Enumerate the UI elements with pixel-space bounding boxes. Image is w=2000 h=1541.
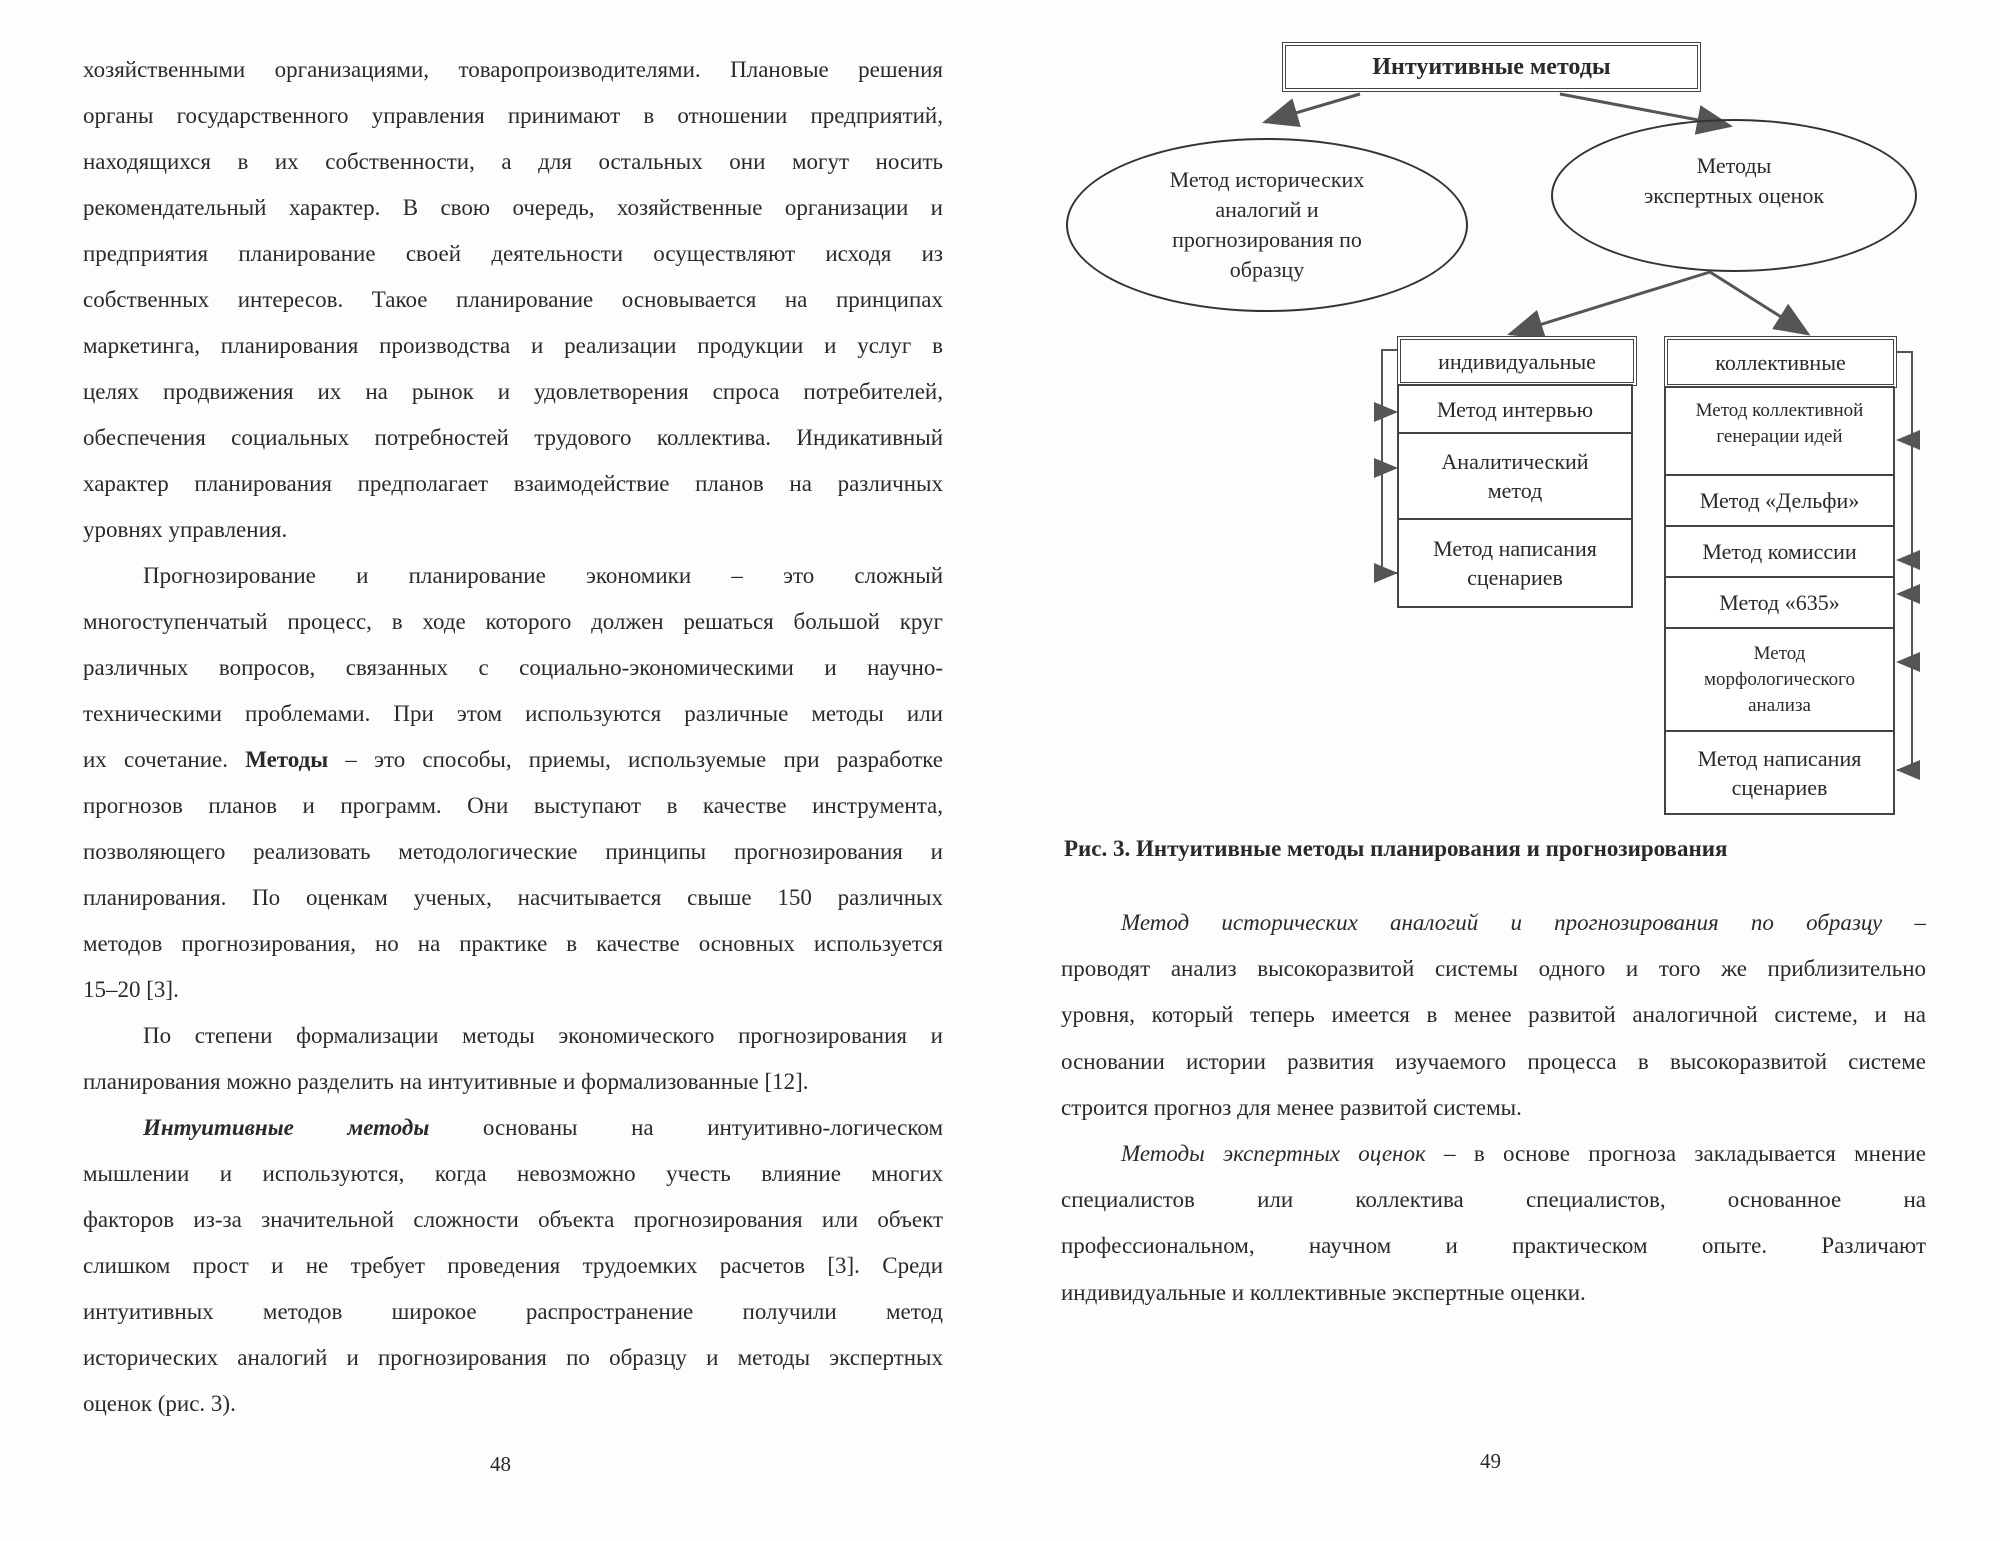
text-line: [1061, 1278, 1586, 1308]
text-line: [83, 147, 943, 177]
diagram-root: Интуитивные методы: [1282, 42, 1701, 92]
text-run: оценок (рис. 3).: [83, 1391, 236, 1416]
text-line: [83, 745, 943, 775]
text-run: органы государственного управления принимают в отношении предприятий,: [83, 103, 943, 128]
text-run: специалистов или коллектива специалистов, основанное на: [1061, 1187, 1926, 1213]
text-run: проводят анализ высокоразвитой системы одного и того же приблизительно: [1061, 956, 1926, 982]
text-run: маркетинга, планирования производства и реализации продукции и услуг в: [83, 333, 943, 358]
emphasized-term: Методы: [245, 747, 329, 772]
text-run: многоступенчатый процесс, в ходе которого должен решаться большой круг: [83, 609, 943, 634]
text-line: [83, 1389, 236, 1419]
text-line: [143, 1021, 943, 1051]
text-line: [83, 423, 943, 453]
text-run: индивидуальные и коллективные экспертные оценки.: [1061, 1279, 1586, 1305]
individual-header: индивидуальные: [1397, 336, 1637, 386]
collective-item: Метод комиссии: [1664, 525, 1895, 578]
text-line: [83, 285, 943, 315]
text-run: планирования можно разделить на интуитивные и формализованные [12].: [83, 1069, 809, 1094]
collective-item: Метод морфологического анализа: [1664, 627, 1895, 732]
text-run: их сочетание.: [83, 747, 246, 772]
text-line: [83, 1159, 943, 1189]
text-line: [83, 607, 943, 637]
text-line: [1061, 1185, 1926, 1215]
text-run: целях продвижения их на рынок и удовлетворения спроса потребителей,: [83, 379, 943, 404]
page-number: 48: [490, 1452, 511, 1476]
text-line: [1061, 1047, 1926, 1077]
individual-item: Аналитический метод: [1397, 432, 1633, 520]
text-run: характер планирования предполагает взаимодействие планов на различных: [83, 471, 943, 496]
text-line: [1121, 1139, 1926, 1169]
text-line: [83, 1067, 809, 1097]
text-run: уровнях управления.: [83, 517, 288, 542]
text-line: [83, 791, 943, 821]
text-line: [83, 929, 943, 959]
individual-item: Метод интервью: [1397, 384, 1633, 434]
text-run: находящихся в их собственности, а для остальных они могут носить: [83, 149, 943, 174]
text-run: основаны на интуитивно-логическом: [429, 1115, 943, 1140]
text-line: [1061, 954, 1926, 984]
text-line: [83, 331, 943, 361]
text-line: [83, 469, 943, 499]
text-line: [83, 55, 943, 85]
text-line: [83, 699, 943, 729]
text-run: обеспечения социальных потребностей трудового коллектива. Индикативный: [83, 425, 943, 450]
text-run: прогнозов планов и программ. Они выступают в качестве инструмента,: [83, 793, 943, 818]
text-line: [83, 193, 943, 223]
text-run: различных вопросов, связанных с социально-экономическими и научно-: [83, 655, 943, 680]
text-run: По степени формализации методы экономического прогнозирования и: [143, 1023, 943, 1048]
text-line: [143, 1113, 943, 1143]
text-line: [83, 377, 943, 407]
text-line: [1061, 1093, 1522, 1123]
text-line: [1061, 1000, 1926, 1030]
diagram-node-expert-assessments: Методы экспертных оценок: [1551, 119, 1917, 272]
individual-item: Метод написания сценариев: [1397, 518, 1633, 608]
collective-header: коллективные: [1664, 336, 1897, 388]
collective-item: Метод «635»: [1664, 576, 1895, 629]
figure-caption: Рис. 3. Интуитивные методы планирования и прогнозирования: [1064, 836, 1728, 861]
text-run: методов прогнозирования, но на практике в качестве основных используется: [83, 931, 943, 956]
text-line: [83, 883, 943, 913]
text-run: строится прогноз для менее развитой системы.: [1061, 1094, 1522, 1120]
text-line: [83, 653, 943, 683]
text-run: интуитивных методов широкое распространение получили метод: [83, 1299, 943, 1324]
text-run: мышлении и используются, когда невозможно учесть влияние многих: [83, 1161, 943, 1186]
diagram-node-historical-analogies: Метод исторических аналогий и прогнозирования по образцу: [1066, 138, 1468, 312]
text-run: слишком прост и не требует проведения трудоемких расчетов [3]. Среди: [83, 1253, 943, 1278]
page-number: 49: [1480, 1449, 1501, 1473]
text-line: [1061, 1231, 1926, 1261]
text-run: предприятия планирование своей деятельности осуществляют исходя из: [83, 241, 943, 266]
text-run: Метод исторических аналогий и прогнозирования по образцу: [1121, 910, 1883, 935]
text-run: профессиональном, научном и практическом опыте. Различают: [1061, 1233, 1926, 1259]
text-line: [143, 561, 943, 591]
text-line: [83, 1297, 943, 1327]
text-run: техническими проблемами. При этом используются различные методы или: [83, 701, 943, 726]
text-line: [83, 837, 943, 867]
text-run: – в основе прогноза закладывается мнение: [1425, 1141, 1926, 1166]
text-run: основании истории развития изучаемого процесса в высокоразвитой системе: [1061, 1048, 1926, 1074]
text-line: [83, 515, 287, 545]
text-run: собственных интересов. Такое планирование основывается на принципах: [83, 287, 943, 312]
text-line: [83, 1343, 943, 1373]
text-line: [83, 1205, 943, 1235]
text-run: позволяющего реализовать методологические принципы прогнозирования и: [83, 839, 943, 864]
text-run: Прогнозирование и планирование экономики – это сложный: [143, 563, 943, 588]
text-line: [1121, 908, 1926, 938]
text-line: [83, 975, 179, 1005]
text-run: Методы экспертных оценок: [1121, 1141, 1426, 1166]
text-run: планирования. По оценкам ученых, насчитывается свыше 150 различных: [83, 885, 943, 910]
right-page: [1000, 0, 2000, 1541]
text-run: хозяйственными организациями, товаропроизводителями. Плановые решения: [83, 57, 943, 82]
text-line: [83, 239, 943, 269]
text-line: [83, 101, 943, 131]
text-run: рекомендательный характер. В свою очередь, хозяйственные организации и: [83, 195, 943, 220]
text-run: 15–20 [3].: [83, 977, 179, 1002]
text-run: – это способы, приемы, используемые при разработке: [328, 747, 943, 772]
collective-item: Метод «Дельфи»: [1664, 474, 1895, 527]
emphasized-term: Интуитивные методы: [143, 1115, 430, 1140]
text-line: [83, 1251, 943, 1281]
text-run: исторических аналогий и прогнозирования по образцу и методы экспертных: [83, 1345, 943, 1370]
text-run: уровня, который теперь имеется в менее развитой аналогичной системе, и на: [1061, 1002, 1926, 1028]
text-run: факторов из-за значительной сложности объекта прогнозирования или объект: [83, 1207, 943, 1232]
collective-item: Метод написания сценариев: [1664, 730, 1895, 815]
text-run: –: [1882, 910, 1926, 935]
collective-item: Метод коллективной генерации идей: [1664, 386, 1895, 476]
